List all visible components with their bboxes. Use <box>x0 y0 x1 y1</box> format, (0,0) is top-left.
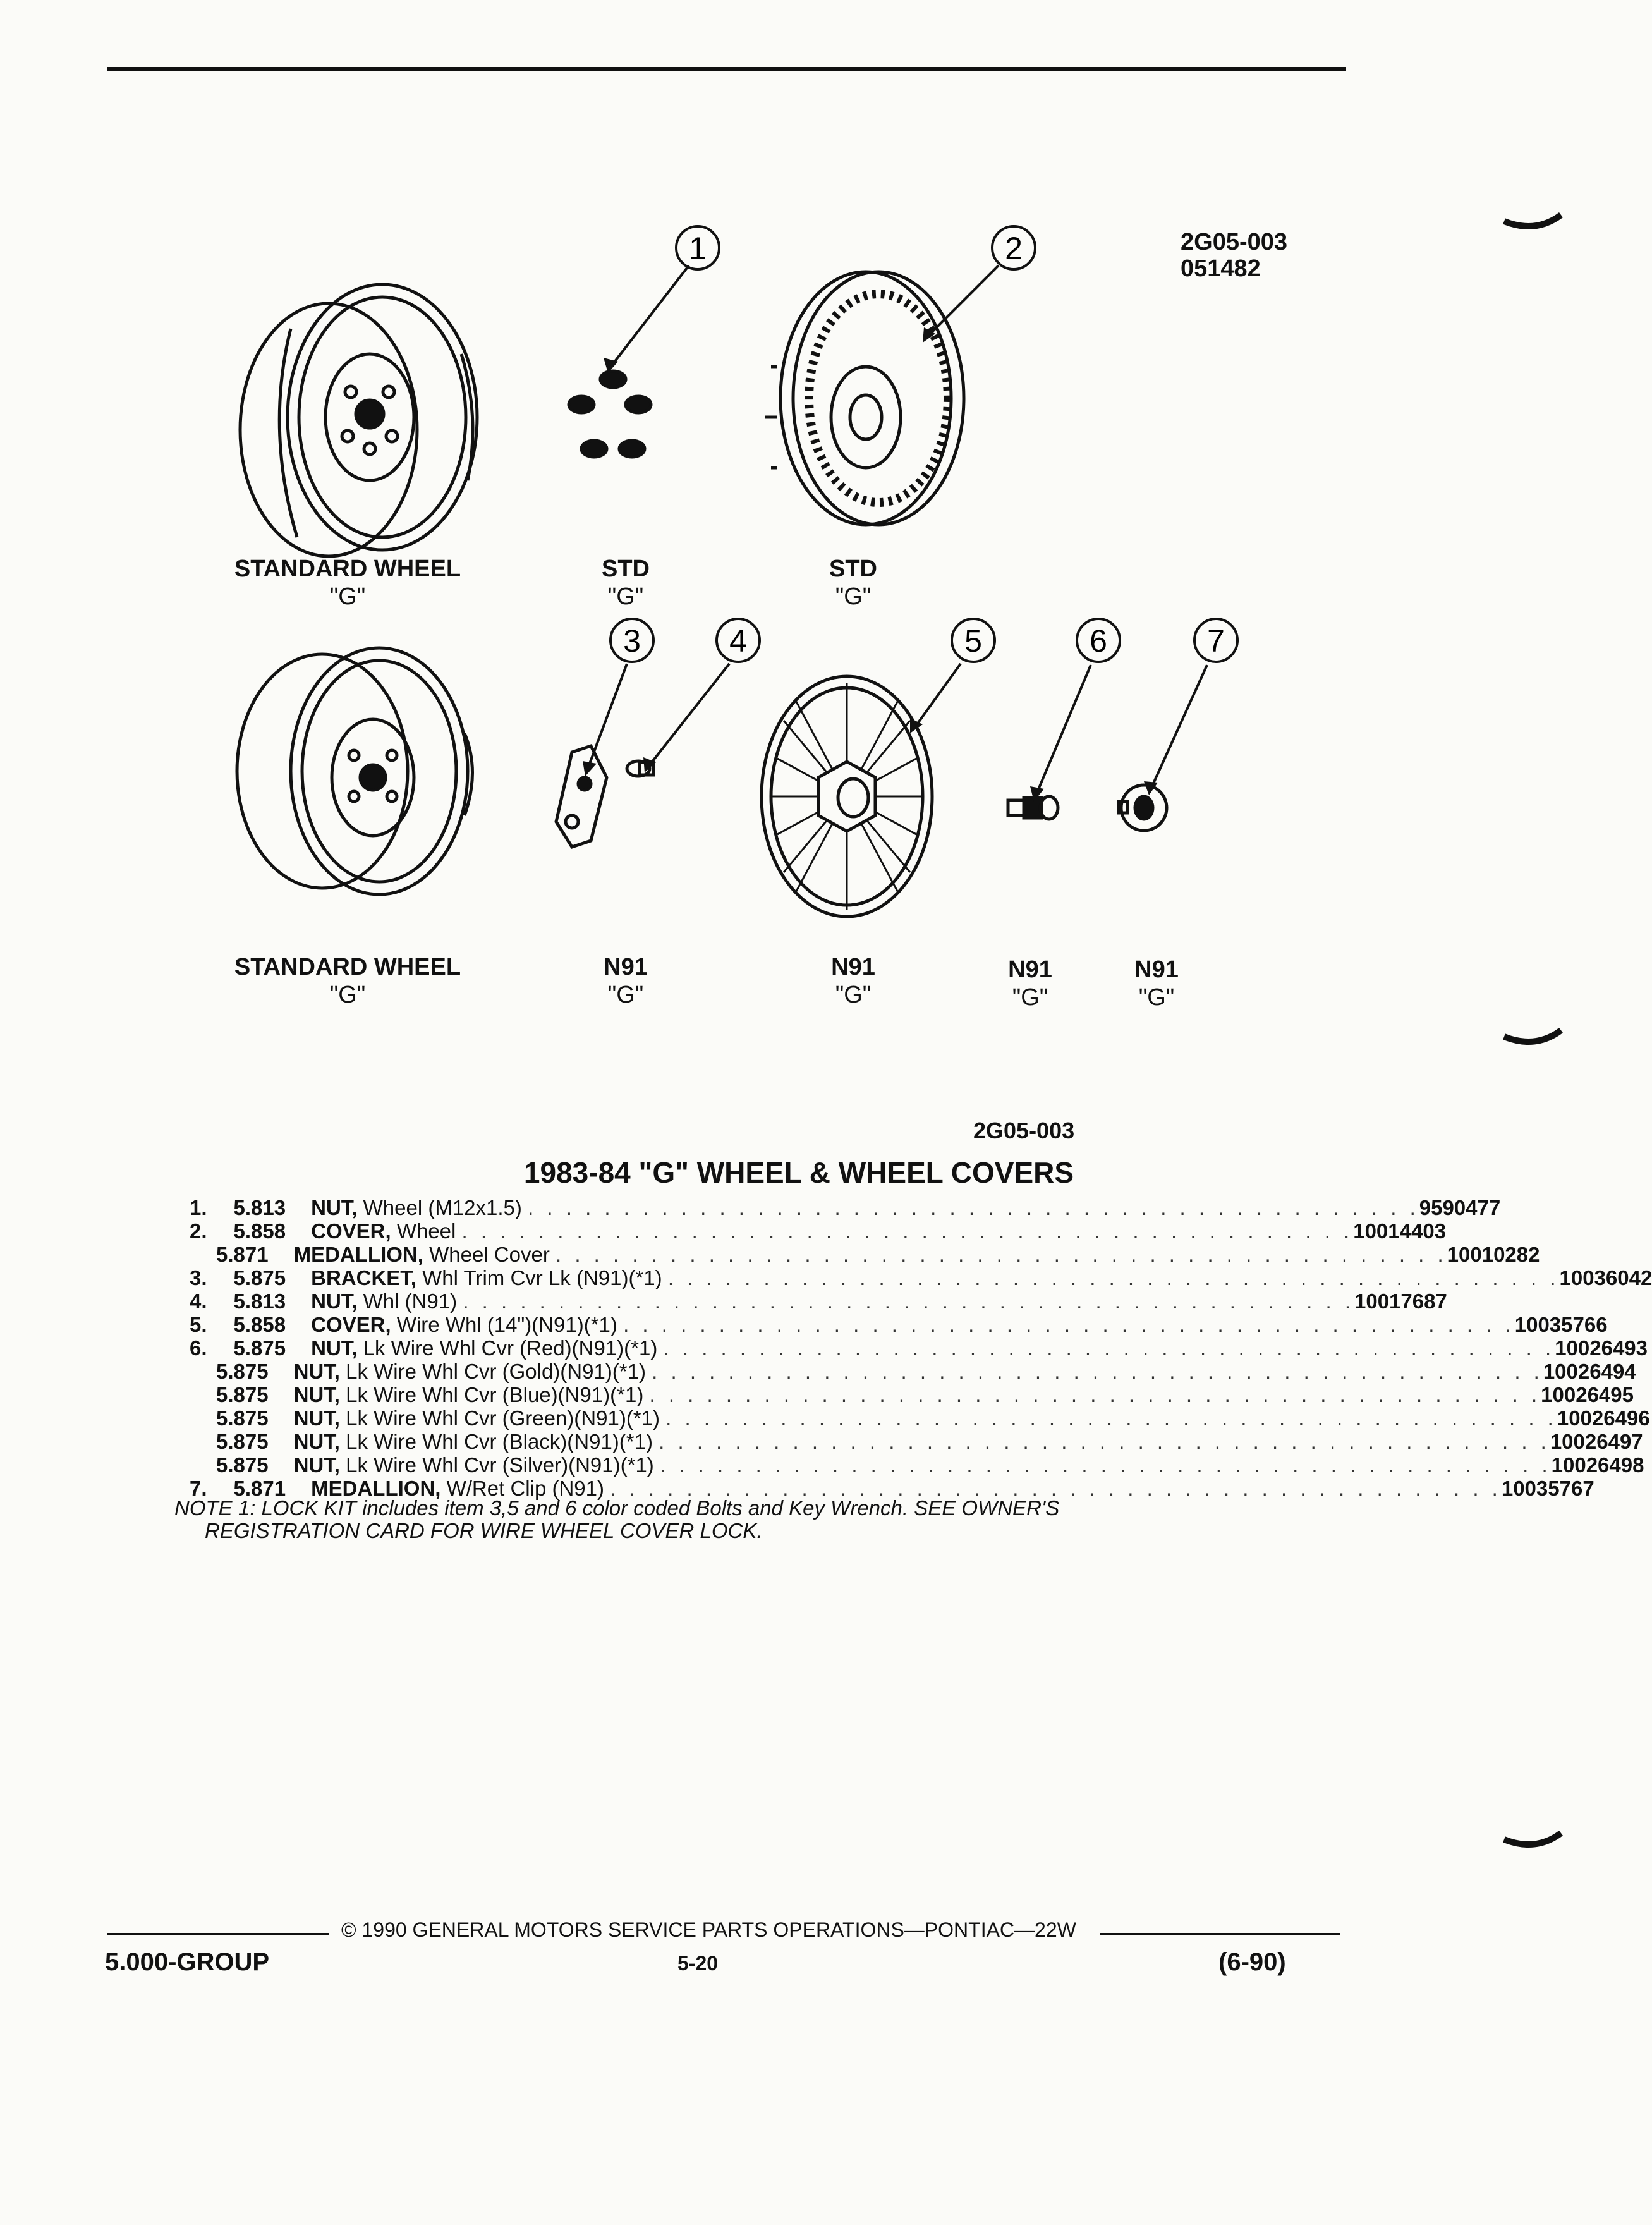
parts-row: 4. 5.813 NUT, Whl (N91) . . . . . . . . . . . . . . . . . . . . . . . . . . . . . . . . . . . . . . . . . . . . . . . 10017687 <box>190 1289 1447 1313</box>
callout-number: 3 <box>623 623 641 659</box>
binder-mark-icon <box>1498 1018 1574 1056</box>
binder-mark-icon <box>1498 202 1574 240</box>
parts-row: 7. 5.871 MEDALLION, W/Ret Clip (N91) . . . . . . . . . . . . . . . . . . . . . . . . . . . . . . . . . . . . . . . . . . . . . . . 10035767 <box>190 1476 1594 1500</box>
parts-row: 2. 5.858 COVER, Wheel . . . . . . . . . . . . . . . . . . . . . . . . . . . . . . . . . . . . . . . . . . . . . . . 10014403 <box>190 1219 1447 1243</box>
medallion-drawing <box>1119 785 1167 831</box>
callout-number: 4 <box>729 623 747 659</box>
page-number: 5-20 <box>677 1952 719 1975</box>
copyright-line: © 1990 GENERAL MOTORS SERVICE PARTS OPERATIONS—PONTIAC—22W <box>341 1918 1076 1941</box>
parts-row: 5.875 NUT, Lk Wire Whl Cvr (Black)(N91)(*1) . . . . . . . . . . . . . . . . . . . . . . . . . . . . . . . . . . . . . . . . . . . . . . . 10026497 <box>216 1429 1643 1453</box>
revision-date: (6-90) <box>1218 1948 1286 1976</box>
figure-label: N91 "G" <box>604 954 648 1008</box>
parts-row: 5.875 NUT, Lk Wire Whl Cvr (Silver)(N91)(*1) . . . . . . . . . . . . . . . . . . . . . . . . . . . . . . . . . . . . . . . . . . . . . . . 10026498 <box>216 1453 1644 1477</box>
binder-mark-icon <box>1498 1820 1574 1858</box>
callout-number: 5 <box>964 623 982 659</box>
wire-wheel-cover-drawing <box>762 676 932 917</box>
parts-row: 6. 5.875 NUT, Lk Wire Whl Cvr (Red)(N91)(*1) . . . . . . . . . . . . . . . . . . . . . . . . . . . . . . . . . . . . . . . . . . . . . . . 10026493 <box>190 1336 1648 1360</box>
parts-row: 5. 5.858 COVER, Wire Whl (14")(N91)(*1) . . . . . . . . . . . . . . . . . . . . . . . . . . . . . . . . . . . . . . . . . . . . . . . 10035766 <box>190 1312 1608 1336</box>
callout-number: 2 <box>1005 231 1023 266</box>
figure-label: STANDARD WHEEL "G" <box>234 556 461 610</box>
group-label: 5.000-GROUP <box>105 1948 270 1976</box>
figure-label: STD "G" <box>829 556 877 610</box>
parts-row: 5.871 MEDALLION, Wheel Cover . . . . . . . . . . . . . . . . . . . . . . . . . . . . . . . . . . . . . . . . . . . . . . . 10010282 <box>216 1242 1540 1266</box>
figure-label: N91 "G" <box>1134 956 1179 1011</box>
callout-7 <box>1194 619 1237 662</box>
parts-row: 1. 5.813 NUT, Wheel (M12x1.5) . . . . . . . . . . . . . . . . . . . . . . . . . . . . . . . . . . . . . . . . . . . . . . . 9590477 <box>190 1195 1501 1219</box>
figure-reference: 2G05-003 <box>973 1118 1075 1143</box>
lock-kit-note <box>174 1497 1198 1542</box>
figure-label: N91 "G" <box>1008 956 1052 1011</box>
note-line-1: NOTE 1: LOCK KIT includes item 3,5 and 6 color coded Bolts and Key Wrench. SEE OWNER'S <box>174 1496 1060 1520</box>
callout-number: 7 <box>1207 623 1225 659</box>
figure-ref-code: 2G05-003 <box>1181 229 1288 255</box>
figure-label: STANDARD WHEEL "G" <box>234 954 461 1008</box>
parts-row: 5.875 NUT, Lk Wire Whl Cvr (Green)(N91)(*1) . . . . . . . . . . . . . . . . . . . . . . . . . . . . . . . . . . . . . . . . . . . . . . . 10026496 <box>216 1406 1650 1430</box>
footer-rule-right <box>1100 1933 1340 1935</box>
footer-rule-left <box>107 1933 329 1935</box>
figure-label: N91 "G" <box>831 954 875 1008</box>
callout-5 <box>952 619 995 662</box>
callout-3 <box>610 619 653 662</box>
figure-label: STD "G" <box>602 556 650 610</box>
callout-6 <box>1077 619 1120 662</box>
parts-row: 3. 5.875 BRACKET, Whl Trim Cvr Lk (N91)(*1) . . . . . . . . . . . . . . . . . . . . . . . . . . . . . . . . . . . . . . . . . . . . . . . 10036042 <box>190 1265 1652 1289</box>
section-title: 1983-84 "G" WHEEL & WHEEL COVERS <box>523 1156 1074 1189</box>
callout-number: 6 <box>1090 623 1107 659</box>
lock-nut-drawing <box>1008 796 1058 819</box>
callout-1 <box>676 226 719 269</box>
figure-date-code: 051482 <box>1181 255 1261 282</box>
parts-row: 5.875 NUT, Lk Wire Whl Cvr (Blue)(N91)(*1) . . . . . . . . . . . . . . . . . . . . . . . . . . . . . . . . . . . . . . . . . . . . . . . 10026495 <box>216 1382 1634 1406</box>
callout-number: 1 <box>689 231 707 266</box>
callout-2 <box>992 226 1035 269</box>
parts-row: 5.875 NUT, Lk Wire Whl Cvr (Gold)(N91)(*1) . . . . . . . . . . . . . . . . . . . . . . . . . . . . . . . . . . . . . . . . . . . . . . . 10026494 <box>216 1359 1636 1383</box>
parts-list <box>190 1195 1652 1500</box>
callout-4 <box>717 619 760 662</box>
trim-cover-bracket-drawing <box>556 746 607 847</box>
note-line-2: REGISTRATION CARD FOR WIRE WHEEL COVER LOCK. <box>205 1519 763 1542</box>
